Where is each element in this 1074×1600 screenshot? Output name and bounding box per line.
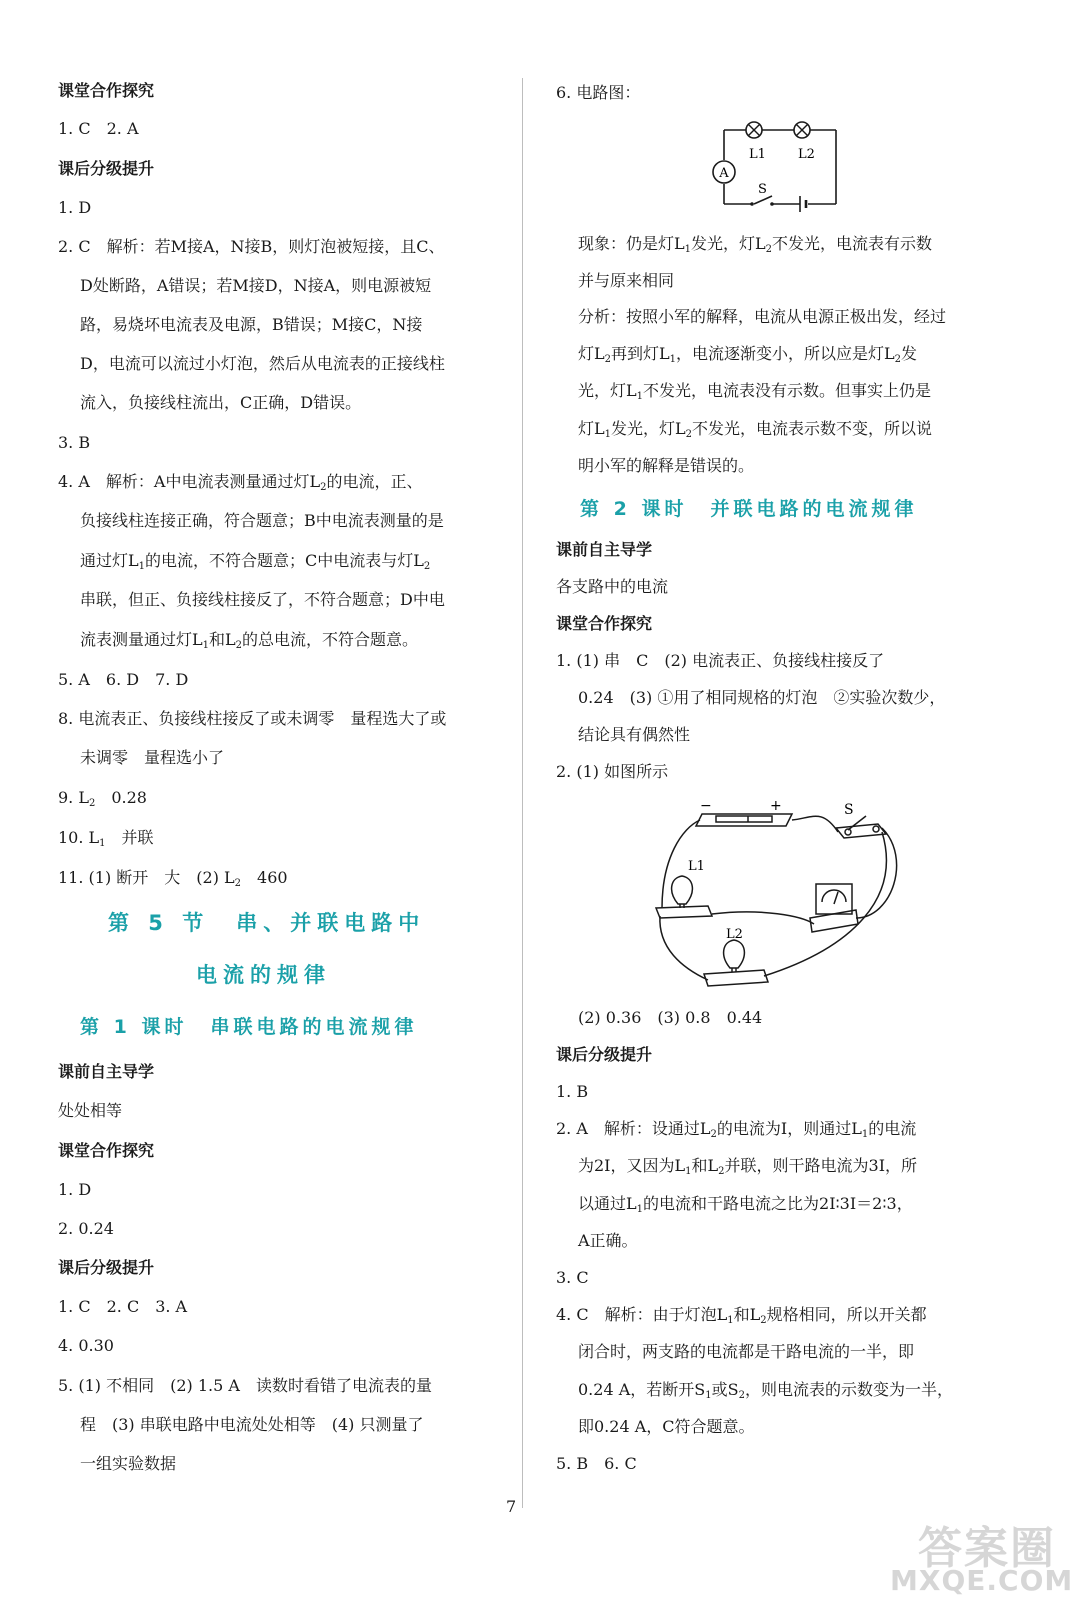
lamp-l2-label: L2 (726, 927, 743, 942)
answer-line: (2) 0.36 (3) 0.8 0.44 (578, 1008, 763, 1027)
lesson-heading: 第 1 课时 串联电路的电流规律 (80, 1016, 418, 1038)
answer-line: 分析：按照小军的解释，电流从电源正极出发，经过 (578, 307, 947, 326)
answer-line: 10. $L_1$ 并联 (58, 828, 154, 849)
answer-line: 未调零 量程选小了 (80, 748, 225, 767)
answer-line: 灯$L_2$再到灯$L_1$，电流逐渐变小，所以应是灯$L_2$发 (578, 344, 918, 365)
answer-line: 各支路中的电流 (556, 577, 669, 596)
answer-line: 1. B (556, 1082, 589, 1101)
answer-line: 6. 电路图： (556, 83, 641, 102)
answer-line: 5. (1) 不相同 (2) 1.5 A 读数时看错了电流表的量 (58, 1376, 432, 1395)
section-label: 课后分级提升 (556, 1045, 653, 1064)
answer-line: 路，易烧坏电流表及电源，B错误；M接C，N接 (80, 315, 423, 334)
answer-line: 负接线柱连接正确，符合题意；B中电流表测量的是 (80, 511, 444, 530)
parallel-circuit-illustration (652, 798, 902, 998)
answer-line: 即0.24 A，C符合题意。 (578, 1417, 755, 1436)
section-label: 课后分级提升 (58, 1258, 155, 1277)
section-label: 课堂合作探究 (556, 614, 653, 633)
section-label: 课后分级提升 (58, 159, 155, 178)
answer-line: 现象：仍是灯$L_1$发光，灯$L_2$不发光，电流表有示数 (578, 234, 933, 255)
lesson-heading: 第 2 课时 并联电路的电流规律 (580, 498, 918, 520)
answer-line: D，电流可以流过小灯泡，然后从电流表的正接线柱 (80, 354, 445, 373)
section-heading: 电流的规律 (196, 963, 331, 987)
answer-line: 流入，负接线柱流出，C正确，D错误。 (80, 393, 362, 412)
answer-line: 灯$L_1$发光，灯$L_2$不发光，电流表示数不变，所以说 (578, 419, 933, 440)
answer-line: 0.24 (3) ①用了相同规格的灯泡 ②实验次数少， (578, 688, 946, 707)
answer-line: 光，灯$L_1$不发光，电流表没有示数。但事实上仍是 (578, 381, 932, 402)
answer-line: 4. A 解析：A中电流表测量通过灯$L_2$的电流，正、 (58, 472, 423, 493)
answer-line: 通过灯$L_1$的电流，不符合题意；C中电流表与灯$L_2$ (80, 551, 431, 572)
ammeter-label: A (719, 166, 729, 181)
answer-line: 为2I，又因为$L_1$和$L_2$并联，则干路电流为3I，所 (578, 1156, 918, 1177)
answer-line: 程 (3) 串联电路中电流处处相等 (4) 只测量了 (80, 1415, 424, 1434)
answer-line: 2. A 解析：设通过$L_2$的电流为I，则通过$L_1$的电流 (556, 1119, 917, 1140)
section-heading: 第 5 节 串、并联电路中 (108, 911, 426, 935)
watermark-url: MXQE.COM (890, 1564, 1074, 1597)
answer-line: A正确。 (578, 1231, 638, 1250)
section-label: 课堂合作探究 (58, 1141, 155, 1160)
column-divider (522, 78, 523, 1508)
lamp-l2-symbol (794, 122, 810, 138)
answer-line: 11. (1) 断开 大 (2) $L_2$ 460 (58, 868, 288, 889)
answer-line: 结论具有偶然性 (578, 725, 691, 744)
lamp-l2-label: L2 (798, 147, 815, 162)
series-circuit-diagram (708, 116, 844, 216)
section-label: 课堂合作探究 (58, 81, 155, 100)
answer-line: 明小军的解释是错误的。 (578, 456, 755, 475)
answer-line: 以通过$L_1$的电流和干路电流之比为2I∶3I＝2∶3， (578, 1194, 913, 1215)
section-label: 课前自主导学 (58, 1062, 155, 1081)
lamp-l1-symbol (746, 122, 762, 138)
switch-label: S (844, 802, 854, 818)
switch-label: S (758, 182, 767, 197)
answer-line: 2. 0.24 (58, 1219, 114, 1238)
answer-line: 2. C 解析：若M接A，N接B，则灯泡被短接，且C、 (58, 237, 445, 256)
answer-line: 4. 0.30 (58, 1336, 114, 1355)
answer-line: 4. C 解析：由于灯泡$L_1$和$L_2$规格相同，所以开关都 (556, 1305, 927, 1326)
answer-line: 1. D (58, 1180, 92, 1199)
watermark-logo (872, 1510, 1074, 1597)
answer-line: 5. A 6. D 7. D (58, 670, 189, 689)
section-label: 课前自主导学 (556, 540, 653, 559)
answer-line: 8. 电流表正、负接线柱接反了或未调零 量程选大了或 (58, 709, 447, 728)
answer-line: 1. (1) 串 C (2) 电流表正、负接线柱接反了 (556, 651, 885, 670)
answer-line: D处断路，A错误；若M接D，N接A，则电源被短 (80, 276, 432, 295)
answer-line: 0.24 A，若断开$S_1$或$S_2$，则电流表的示数变为一半， (578, 1380, 953, 1401)
lamp-l1-label: L1 (688, 859, 705, 874)
answer-line: 并与原来相同 (578, 271, 675, 290)
answer-line: 处处相等 (58, 1101, 123, 1120)
answer-line: 5. B 6. C (556, 1454, 637, 1473)
answer-line: 串联，但正、负接线柱接反了，不符合题意；D中电 (80, 590, 445, 609)
answer-line: 一组实验数据 (80, 1454, 177, 1473)
watermark-text: 答案圈 (918, 1523, 1056, 1574)
minus-label: − (700, 798, 712, 814)
lamp-l1-label: L1 (749, 147, 766, 162)
answer-line: 3. C (556, 1268, 589, 1287)
answer-line: 1. C 2. C 3. A (58, 1297, 188, 1316)
answer-line: 1. D (58, 198, 92, 217)
page-number: 7 (506, 1497, 517, 1516)
answer-line: 闭合时，两支路的电流都是干路电流的一半，即 (578, 1342, 915, 1361)
answer-line: 1. C 2. A (58, 119, 139, 138)
answer-line: 3. B (58, 433, 91, 452)
answer-line: 流表测量通过灯$L_1$和$L_2$的总电流，不符合题意。 (80, 630, 419, 651)
answer-line: 2. (1) 如图所示 (556, 762, 669, 781)
answer-line: 9. $L_2$ 0.28 (58, 788, 147, 809)
plus-label: + (770, 798, 782, 814)
